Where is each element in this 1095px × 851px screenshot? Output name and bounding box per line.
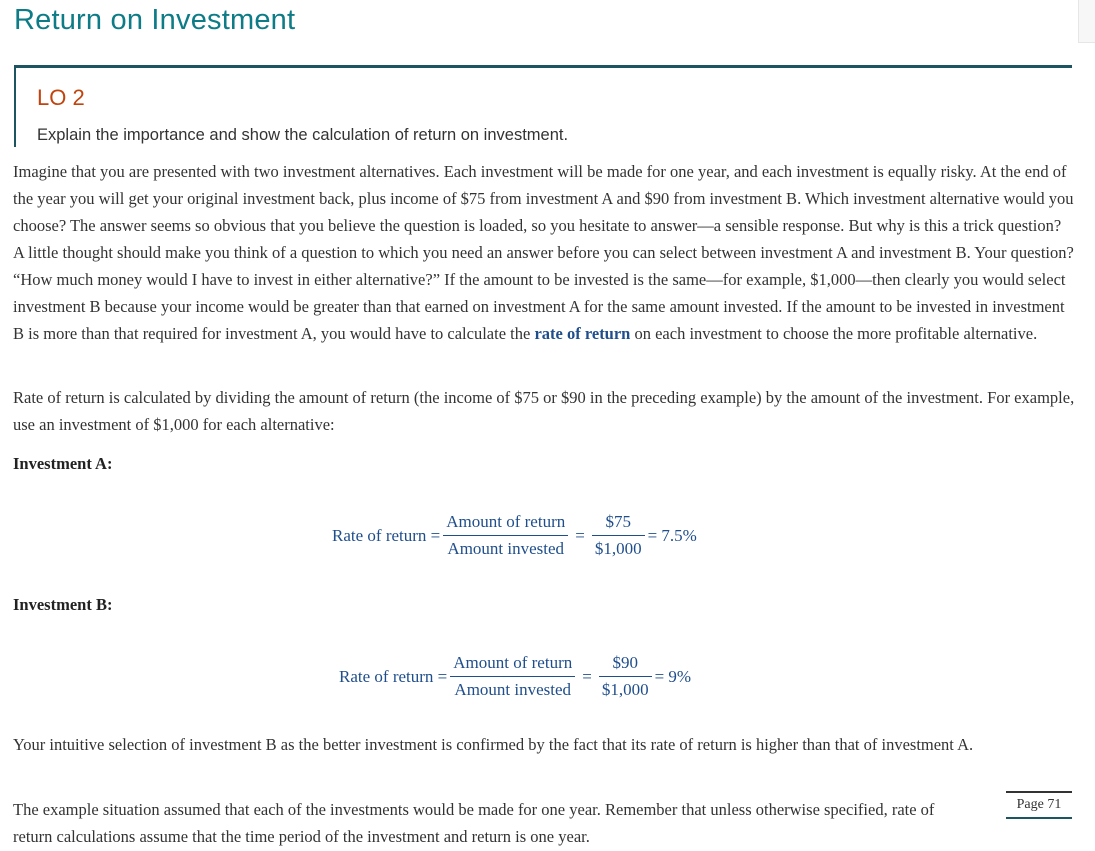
- formula-b-result: = 9%: [654, 666, 692, 686]
- confirmation-paragraph: Your intuitive selection of investment B as the better investment is confirmed by the fact that its rate of return is higher than that of investment A.: [13, 735, 974, 754]
- investment-a-formula: [332, 512, 697, 559]
- time-period-paragraph: The example situation assumed that each of the investments would be made for one year. Remember that unless otherwise specified, rate of return calculations assume that the time period of the investment and return is one year.: [13, 800, 935, 846]
- formula-b-general-fraction: [450, 653, 575, 700]
- intro-text-start: Imagine that you are presented with two investment alternatives. Each investment will be made for one year, and each investment is equally risky. At the end of the year you will get your original investment back, plus income of $75 from investment A and $90 from investment B. Which investment alternative would you choose? The answer seems so obvious that you believe the question is loaded, so you hesitate to answer—a sensible response. But why is this a trick question? A little thought should make you think of a question to which you need an answer before you can select between investment A and investment B. Your question? “How much money would I have to invest in either alternative?” If the amount to be invested is the same—for example, $1,000—then clearly you would select investment B because your income would be greater than that earned on investment A for the same amount invested. If the amount to be invested in investment B is more than that required for investment A, you would have to calculate the: [13, 162, 1074, 343]
- rate-definition-paragraph: Rate of return is calculated by dividing the amount of return (the income of $75 or $90 in the preceding example) by the amount of the investment. For example, use an investment of $1,000 for each alternative:: [13, 388, 1075, 434]
- learning-objective-text: Explain the importance and show the calculation of return on investment.: [37, 126, 569, 144]
- formula-a-result: = 7.5%: [647, 525, 697, 545]
- learning-objective-box: [14, 65, 1072, 147]
- formula-a-value-numerator: $75: [592, 512, 645, 536]
- investment-a-label: Investment A:: [13, 454, 113, 473]
- page-number-marker: Page 71: [1006, 791, 1072, 819]
- intro-paragraph: [13, 158, 1075, 347]
- formula-a-lhs: Rate of return =: [332, 525, 441, 545]
- formula-a-numerator: Amount of return: [443, 512, 568, 536]
- section-title: Return on Investment: [14, 4, 296, 36]
- learning-objective-label: LO 2: [37, 85, 85, 110]
- formula-a-denominator: Amount invested: [447, 539, 565, 558]
- intro-text-end: on each investment to choose the more profitable alternative.: [630, 324, 1038, 343]
- formula-a-general-fraction: [443, 512, 568, 559]
- formula-b-value-denominator: $1,000: [601, 680, 649, 699]
- formula-b-value-fraction: [599, 653, 652, 700]
- formula-a-value-fraction: [592, 512, 645, 559]
- formula-b-equals: =: [582, 666, 592, 686]
- investment-b-label: Investment B:: [13, 595, 113, 614]
- formula-b-value-numerator: $90: [599, 653, 652, 677]
- investment-b-formula: [339, 653, 691, 700]
- formula-a-equals: =: [575, 525, 585, 545]
- formula-b-lhs: Rate of return =: [339, 666, 448, 686]
- formula-b-denominator: Amount invested: [454, 680, 572, 699]
- formula-b-numerator: Amount of return: [450, 653, 575, 677]
- formula-a-value-denominator: $1,000: [594, 539, 642, 558]
- scrollbar-stub[interactable]: [1078, 0, 1095, 43]
- key-term-rate-of-return[interactable]: rate of return: [534, 324, 631, 343]
